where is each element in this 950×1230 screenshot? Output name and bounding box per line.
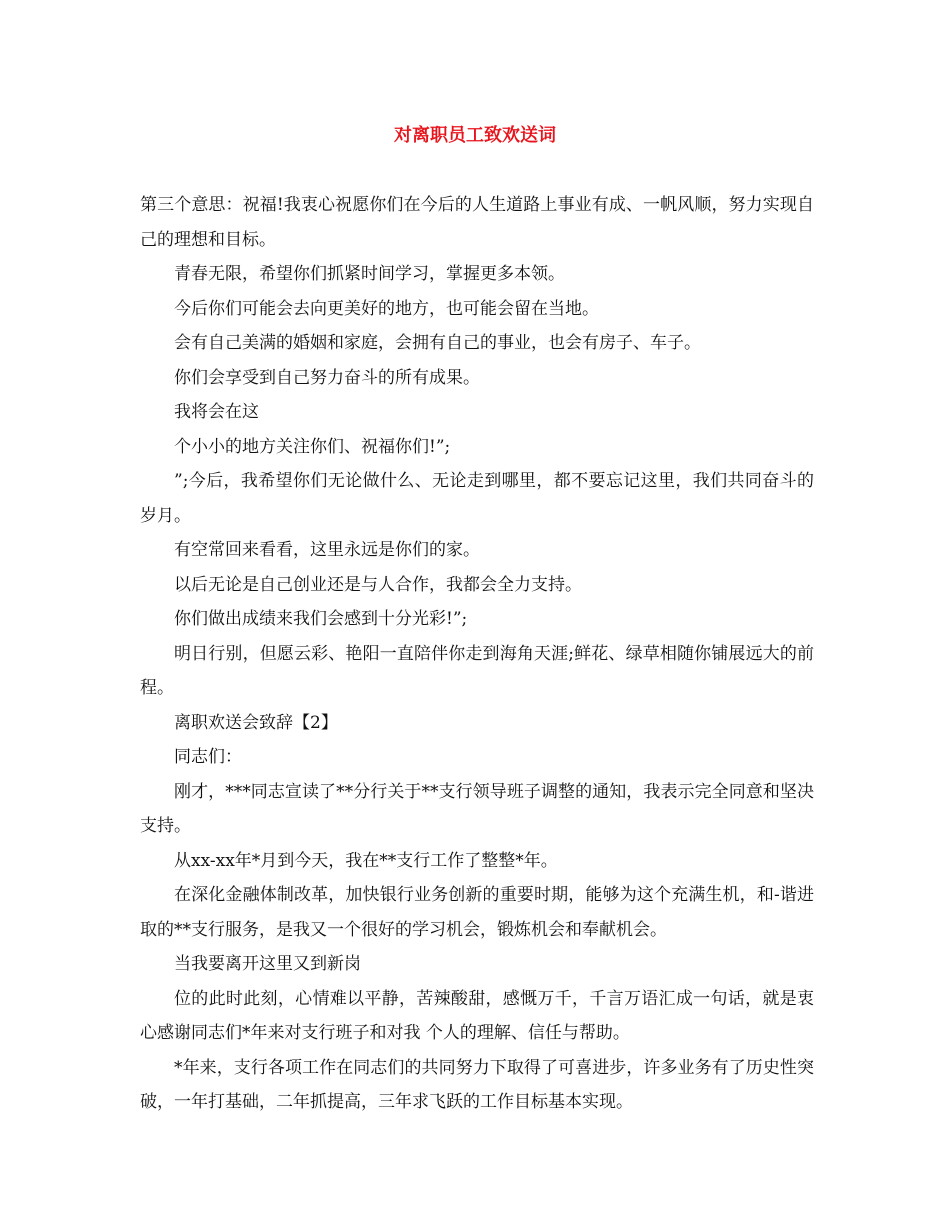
paragraph: 从xx-xx年*月到今天，我在**支行工作了整整*年。 <box>174 850 558 871</box>
paragraph: 你们会享受到自己努力奋斗的所有成果。 <box>174 367 480 388</box>
document-title: 对离职员工致欢送词 <box>394 125 556 146</box>
paragraph: *年来，支行各项工作在同志们的共同努力下取得了可喜进步，许多业务有了历史性突破，一年打基础，二年抓提高，三年求飞跃的工作目标基本实现。 <box>140 1057 814 1112</box>
paragraph: 有空常回来看看，这里永远是你们的家。 <box>174 540 480 560</box>
paragraph: 你们做出成绩来我们会感到十分光彩!”; <box>174 609 468 629</box>
paragraph: 位的此时此刻，心情难以平静，苦辣酸甜，感慨万千，千言万语汇成一句话，就是衷心感谢同志们*年来对支行班子和对我 个人的理解、信任与帮助。 <box>140 988 814 1043</box>
paragraph: 当我要离开这里又到新岗 <box>174 954 361 974</box>
salutation: 同志们： <box>174 747 242 767</box>
paragraph: 明日行别，但愿云彩、艳阳一直陪伴你走到海角天涯;鲜花、绿草相随你铺展远大的前程。 <box>140 643 814 698</box>
paragraph: ”;今后，我希望你们无论做什么、无论走到哪里，都不要忘记这里，我们共同奋斗的岁月。 <box>140 471 814 526</box>
document-body <box>140 188 814 1120</box>
section-heading: 离职欢送会致辞【2】 <box>174 712 338 733</box>
paragraph: 青春无限，希望你们抓紧时间学习，掌握更多本领。 <box>174 264 565 284</box>
paragraph: 我将会在这 <box>174 402 259 422</box>
paragraph: 今后你们可能会去向更美好的地方，也可能会留在当地。 <box>174 298 599 319</box>
paragraph: 会有自己美满的婚姻和家庭，会拥有自己的事业，也会有房子、车子。 <box>174 333 701 353</box>
paragraph: 刚才，***同志宣读了**分行关于**支行领导班子调整的通知，我表示完全同意和坚决支持。 <box>140 781 814 836</box>
paragraph: 第三个意思：祝福!我衷心祝愿你们在今后的人生道路上事业有成、一帆风顺，努力实现自己的理想和目标。 <box>140 195 814 250</box>
paragraph: 个小小的地方关注你们、祝福你们!”; <box>174 436 451 457</box>
paragraph: 在深化金融体制改革，加快银行业务创新的重要时期，能够为这个充满生机，和-谐进取的**支行服务，是我又一个很好的学习机会，锻炼机会和奉献机会。 <box>140 885 814 940</box>
paragraph: 以后无论是自己创业还是与人合作，我都会全力支持。 <box>174 574 582 595</box>
